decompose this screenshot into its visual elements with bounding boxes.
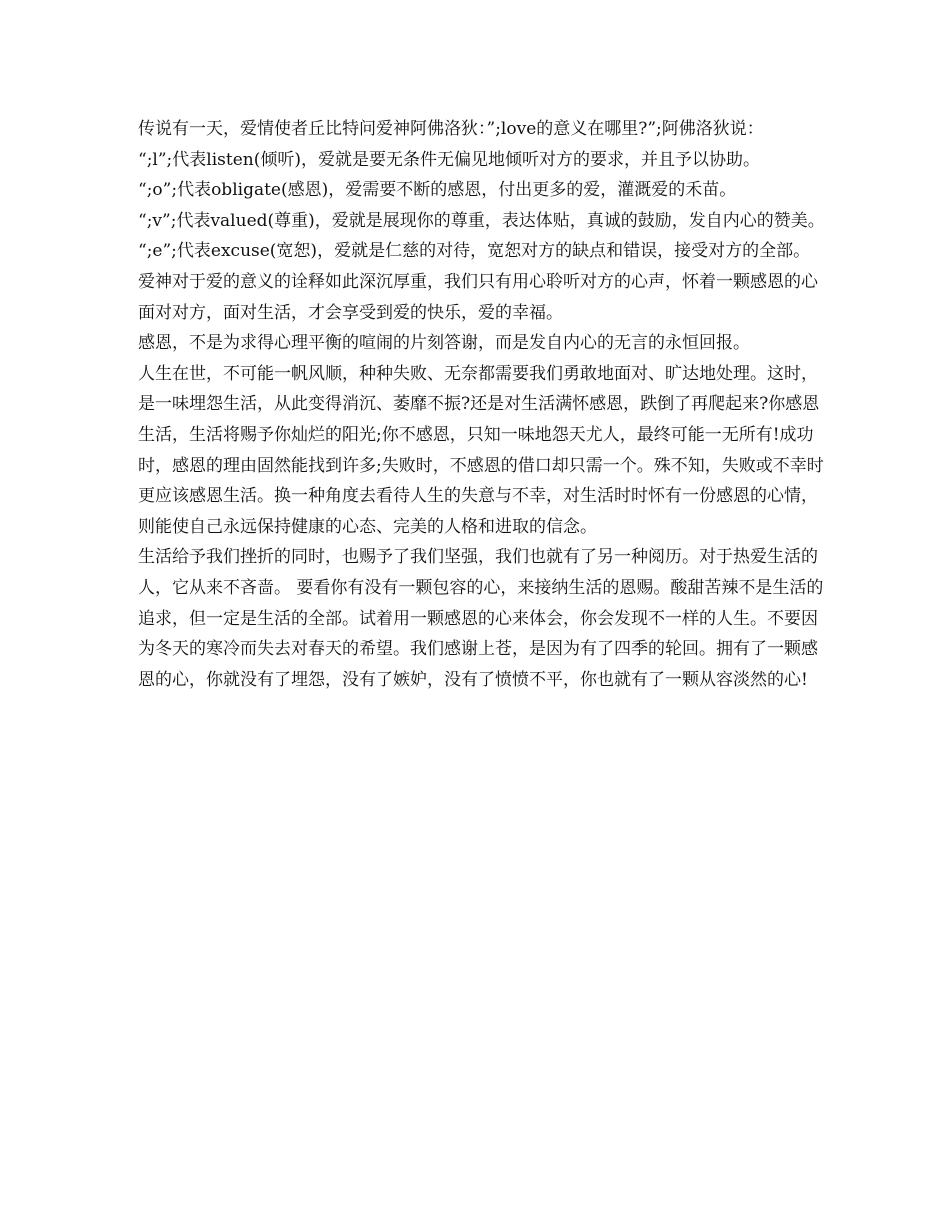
paragraph-conclusion: 生活给予我们挫折的同时，也赐予了我们坚强，我们也就有了另一种阅历。对于热爱生活的人，它从来不吝啬。 要看你有没有一颗包容的心，来接纳生活的恩赐。酸甜苦辣不是生活的追求，但一定是生活的全部。试着用一颗感恩的心来体会，你会发现不一样的人生。不要因为冬天的寒冷而失去对春天的希望。我们感谢上苍，是因为有了四季的轮回。拥有了一颗感恩的心，你就没有了埋怨，没有了嫉妒，没有了愤愤不平，你也就有了一颗从容淡然的心! bbox=[138, 547, 824, 690]
document-body bbox=[138, 114, 828, 695]
paragraph-gratitude: 感恩，不是为求得心理平衡的喧闹的片刻答谢，而是发自内心的无言的永恒回报。 bbox=[138, 333, 750, 354]
paragraph-letter-o: “;o”;代表obligate(感恩)，爱需要不断的感恩，付出更多的爱，灌溉爱的禾苗。 bbox=[138, 180, 737, 201]
paragraph-letter-e: “;e”;代表excuse(宽恕)，爱就是仁慈的对待，宽恕对方的缺点和错误，接受对方的全部。 bbox=[138, 241, 811, 262]
paragraph-life: 人生在世，不可能一帆风顺，种种失败、无奈都需要我们勇敢地面对、旷达地处理。这时，是一味埋怨生活，从此变得消沉、萎靡不振?还是对生活满怀感恩，跌倒了再爬起来?你感恩生活，生活将赐予你灿烂的阳光;你不感恩，只知一味地怨天尤人，最终可能一无所有!成功时，感恩的理由固然能找到许多;失败时，不感恩的借口却只需一个。殊不知，失败或不幸时更应该感恩生活。换一种角度去看待人生的失意与不幸，对生活时时怀有一份感恩的心情，则能使自己永远保持健康的心态、完美的人格和进取的信念。 bbox=[138, 363, 824, 537]
paragraph-intro: 传说有一天，爱情使者丘比特问爱神阿佛洛狄：”;love的意义在哪里?”;阿佛洛狄说： bbox=[138, 119, 764, 139]
paragraph-interpretation: 爱神对于爱的意义的诠释如此深沉厚重，我们只有用心聆听对方的心声，怀着一颗感恩的心面对对方，面对生活，才会享受到爱的快乐，爱的幸福。 bbox=[138, 271, 818, 323]
paragraph-letter-l: “;l”;代表listen(倾听)，爱就是要无条件无偏见地倾听对方的要求，并且予以协助。 bbox=[138, 149, 760, 170]
paragraph-letter-v: “;v”;代表valued(尊重)，爱就是展现你的尊重，表达体贴，真诚的鼓励，发自内心的赞美。 bbox=[138, 210, 825, 231]
